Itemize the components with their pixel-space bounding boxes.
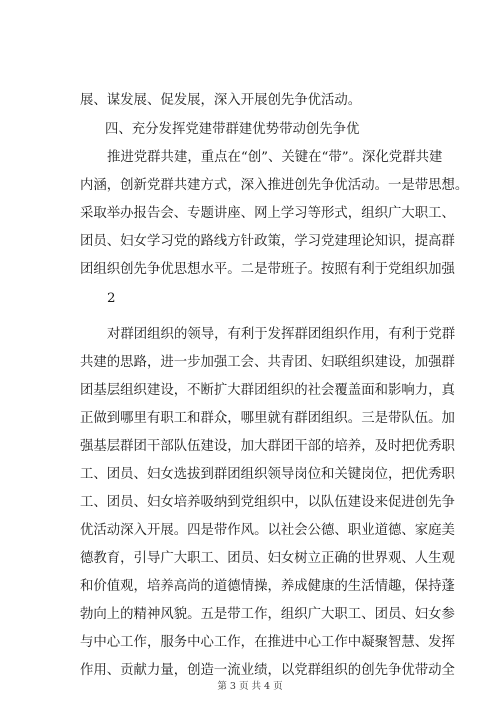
paragraph-line: 推进党群共建，重点在“创”、关键在“带”。深化党群共建 <box>107 150 443 165</box>
paragraph-line: 工、团员、妇女培养吸纳到党组织中，以队伍建设来促进创先争 <box>80 495 455 510</box>
paragraph-line: 团基层组织建设，不断扩大群团组织的社会覆盖面和影响力，真 <box>80 383 455 398</box>
paragraph-line: 强基层群团干部队伍建设，加大群团干部的培养，及时把优秀职 <box>80 439 455 454</box>
paragraph-line: 与中心工作，服务中心工作，在推进中心工作中凝聚智慧、发挥 <box>80 635 455 650</box>
paragraph-line: 共建的思路，进一步加强工会、共青团、妇联组织建设，加强群 <box>80 355 455 370</box>
paragraph-line: 展、谋发展、促发展，深入开展创先争优活动。 <box>80 93 362 108</box>
paragraph-line: 作用、贡献力量，创造一流业绩，以党群组织的创先争优带动全 <box>80 663 455 678</box>
paragraph-line: 优活动深入开展。四是带作风。以社会公德、职业道德、家庭美 <box>80 523 455 538</box>
paragraph-line: 对群团组织的领导，有利于发挥群团组织作用，有利于党群 <box>107 327 456 342</box>
paragraph-line: 正做到哪里有职工和群众，哪里就有群团组织。三是带队伍。加 <box>80 411 455 426</box>
paragraph-line: 勃向上的精神风貌。五是带工作，组织广大职工、团员、妇女参 <box>80 607 455 622</box>
paragraph-line: 德教育，引导广大职工、团员、妇女树立正确的世界观、人生观 <box>80 551 455 566</box>
paragraph-line: 工、团员、妇女选拔到群团组织领导岗位和关键岗位，把优秀职 <box>80 467 455 482</box>
paragraph-line: 和价值观，培养高尚的道德情操，养成健康的生活情趣，保持蓬 <box>80 579 455 594</box>
paragraph-line: 采取举办报告会、专题讲座、网上学习等形式，组织广大职工、 <box>80 206 455 221</box>
paragraph-line: 团组织创先争优思想水平。二是带班子。按照有利于党组织加强 <box>80 262 455 277</box>
paragraph-line: 团员、妇女学习党的路线方针政策，学习党建理论知识，提高群 <box>80 234 455 249</box>
paragraph-line: 内涵，创新党群共建方式，深入推进创先争优活动。一是带思想。 <box>80 178 469 193</box>
inline-page-number: 2 <box>107 291 116 306</box>
section-heading: 四、充分发挥党建带群建优势带动创先争优 <box>105 122 360 137</box>
page-footer: 第 3 页 共 4 页 <box>217 681 283 692</box>
